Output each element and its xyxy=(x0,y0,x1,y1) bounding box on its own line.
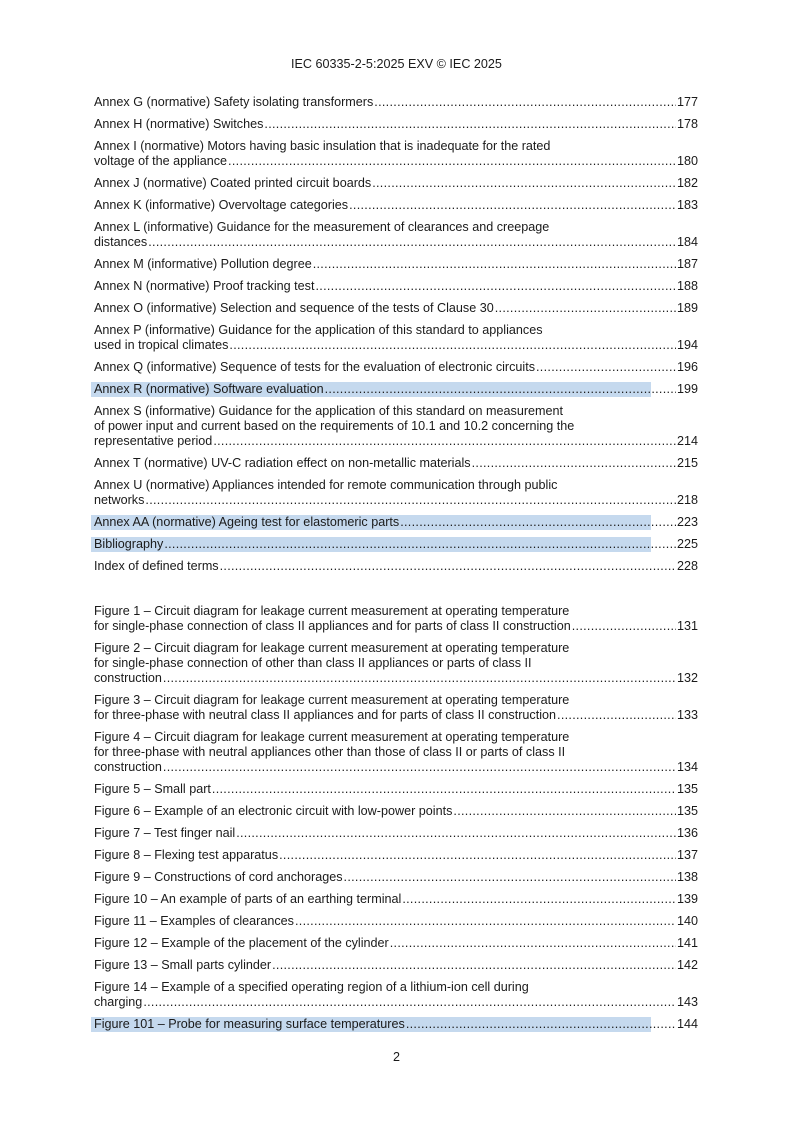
toc-entry-page-number: 182 xyxy=(676,176,698,190)
toc-entry-text-line: for three-phase with neutral appliances other than those of class II or parts of class II xyxy=(94,745,566,759)
toc-entry-last-line xyxy=(94,559,698,574)
toc-figure-entry[interactable] xyxy=(94,870,698,885)
toc-entry-title: Annex T (normative) UV-C radiation effect on non-metallic materials xyxy=(94,456,471,470)
toc-entry-text-line: Annex P (informative) Guidance for the application of this standard to appliances xyxy=(94,323,543,337)
toc-entry-title: Bibliography xyxy=(94,537,164,551)
toc-figure-entry[interactable] xyxy=(94,892,698,907)
toc-entry-title: Figure 11 – Examples of clearances xyxy=(94,914,294,928)
toc-entry-title: construction xyxy=(94,671,162,685)
toc-entry-page-number: 178 xyxy=(676,117,698,131)
toc-entry-last-line xyxy=(94,995,698,1010)
dot-leader xyxy=(390,936,676,951)
toc-entry-last-line xyxy=(94,515,698,530)
toc-entry-text-line: Figure 2 – Circuit diagram for leakage current measurement at operating temperature xyxy=(94,641,570,655)
page-number: 2 xyxy=(392,1050,400,1064)
toc-entry-last-line xyxy=(94,338,698,353)
dot-leader xyxy=(344,870,676,885)
toc-entry-page-number: 225 xyxy=(676,537,698,551)
toc-entry-title: Annex O (informative) Selection and sequence of the tests of Clause 30 xyxy=(94,301,494,315)
toc-annexes-list xyxy=(94,95,698,581)
toc-entry-page-number: 180 xyxy=(676,154,698,168)
toc-entry-title: Annex K (informative) Overvoltage categories xyxy=(94,198,349,212)
dot-leader xyxy=(145,493,676,508)
dot-leader xyxy=(295,914,676,929)
toc-entry-page-number: 194 xyxy=(676,338,698,352)
toc-entry-title: Figure 12 – Example of the placement of the cylinder xyxy=(94,936,389,950)
toc-annex-entry[interactable] xyxy=(94,95,698,110)
toc-entry-page-number: 223 xyxy=(676,515,698,529)
toc-entry-page-number: 135 xyxy=(676,782,698,796)
toc-figure-entry[interactable] xyxy=(94,958,698,973)
toc-entry-title: Figure 7 – Test finger nail xyxy=(94,826,236,840)
toc-entry-title: representative period xyxy=(94,434,213,448)
toc-figure-entry[interactable] xyxy=(94,804,698,819)
dot-leader xyxy=(402,892,676,907)
toc-figure-entry[interactable] xyxy=(94,693,698,723)
toc-entry-page-number: 140 xyxy=(676,914,698,928)
toc-entry-page-number: 136 xyxy=(676,826,698,840)
toc-entry-title: Annex Q (informative) Sequence of tests for the evaluation of electronic circuits xyxy=(94,360,535,374)
toc-entry-text-line: of power input and current based on the requirements of 10.1 and 10.2 concerning the xyxy=(94,419,575,433)
toc-entry-page-number: 199 xyxy=(676,382,698,396)
toc-entry-text-line: Annex L (informative) Guidance for the measurement of clearances and creepage xyxy=(94,220,550,234)
toc-entry-title: Annex M (informative) Pollution degree xyxy=(94,257,312,271)
toc-entry-last-line xyxy=(94,1017,698,1032)
toc-entry-title: for three-phase with neutral class II appliances and for parts of class II construction xyxy=(94,708,557,722)
toc-entry-page-number: 189 xyxy=(676,301,698,315)
toc-annex-entry[interactable] xyxy=(94,257,698,272)
toc-entry-title: Figure 101 – Probe for measuring surface temperatures xyxy=(94,1017,405,1031)
dot-leader xyxy=(349,198,676,213)
toc-figures-list xyxy=(94,604,698,1039)
toc-annex-entry[interactable] xyxy=(94,301,698,316)
dot-leader xyxy=(406,1017,676,1032)
toc-entry-title: for single-phase connection of class II appliances and for parts of class II construction xyxy=(94,619,571,633)
toc-entry-last-line xyxy=(94,958,698,973)
dot-leader xyxy=(453,804,676,819)
toc-entry-last-line xyxy=(94,434,698,449)
toc-entry-last-line xyxy=(94,235,698,250)
toc-figure-entry[interactable] xyxy=(94,604,698,634)
toc-entry-title: distances xyxy=(94,235,148,249)
toc-entry-last-line xyxy=(94,671,698,686)
dot-leader xyxy=(372,176,676,191)
toc-entry-last-line xyxy=(94,456,698,471)
toc-entry-last-line xyxy=(94,176,698,191)
toc-entry-last-line xyxy=(94,708,698,723)
toc-entry-title: Figure 9 – Constructions of cord anchorages xyxy=(94,870,343,884)
toc-entry-text-line: Annex I (normative) Motors having basic insulation that is inadequate for the rated xyxy=(94,139,551,153)
toc-entry-page-number: 139 xyxy=(676,892,698,906)
dot-leader xyxy=(220,559,676,574)
toc-entry-page-number: 137 xyxy=(676,848,698,862)
toc-annex-entry[interactable] xyxy=(94,139,698,169)
toc-entry-last-line xyxy=(94,848,698,863)
toc-entry-last-line xyxy=(94,826,698,841)
dot-leader xyxy=(163,760,676,775)
toc-annex-entry[interactable] xyxy=(94,478,698,508)
toc-entry-title: Annex N (normative) Proof tracking test xyxy=(94,279,315,293)
toc-entry-page-number: 184 xyxy=(676,235,698,249)
dot-leader xyxy=(213,434,676,449)
toc-entry-page-number: 196 xyxy=(676,360,698,374)
toc-entry-title: construction xyxy=(94,760,162,774)
toc-entry-page-number: 177 xyxy=(676,95,698,109)
toc-entry-title: Annex J (normative) Coated printed circuit boards xyxy=(94,176,372,190)
toc-figure-entry[interactable] xyxy=(91,1017,698,1032)
toc-entry-page-number: 214 xyxy=(676,434,698,448)
toc-figure-entry[interactable] xyxy=(94,826,698,841)
dot-leader xyxy=(400,515,676,530)
toc-entry-title: used in tropical climates xyxy=(94,338,229,352)
dot-leader xyxy=(272,958,676,973)
dot-leader xyxy=(536,360,676,375)
toc-entry-title: Annex R (normative) Software evaluation xyxy=(94,382,324,396)
toc-entry-title: Annex AA (normative) Ageing test for elastomeric parts xyxy=(94,515,400,529)
toc-entry-page-number: 141 xyxy=(676,936,698,950)
dot-leader xyxy=(572,619,676,634)
toc-entry-text-line: Figure 3 – Circuit diagram for leakage current measurement at operating temperature xyxy=(94,693,570,707)
toc-entry-last-line xyxy=(94,870,698,885)
toc-annex-entry[interactable] xyxy=(91,382,698,397)
toc-annex-entry[interactable] xyxy=(94,176,698,191)
toc-annex-entry[interactable] xyxy=(94,456,698,471)
dot-leader xyxy=(163,671,676,686)
toc-entry-last-line xyxy=(94,301,698,316)
toc-annex-entry[interactable] xyxy=(94,360,698,375)
dot-leader xyxy=(313,257,676,272)
toc-figure-entry[interactable] xyxy=(94,730,698,775)
toc-entry-title: Index of defined terms xyxy=(94,559,219,573)
toc-annex-entry[interactable] xyxy=(91,537,698,552)
toc-entry-text-line: for single-phase connection of other than class II appliances or parts of class II xyxy=(94,656,532,670)
toc-entry-page-number: 138 xyxy=(676,870,698,884)
toc-entry-page-number: 134 xyxy=(676,760,698,774)
dot-leader xyxy=(374,95,676,110)
toc-entry-last-line xyxy=(94,257,698,272)
dot-leader xyxy=(228,154,676,169)
toc-entry-page-number: 215 xyxy=(676,456,698,470)
toc-entry-last-line xyxy=(94,95,698,110)
toc-entry-title: Figure 5 – Small part xyxy=(94,782,211,796)
toc-entry-last-line xyxy=(94,804,698,819)
dot-leader xyxy=(148,235,676,250)
toc-annex-entry[interactable] xyxy=(94,117,698,132)
dot-leader xyxy=(212,782,676,797)
toc-entry-text-line: Figure 1 – Circuit diagram for leakage current measurement at operating temperature xyxy=(94,604,570,618)
toc-entry-page-number: 144 xyxy=(676,1017,698,1031)
toc-entry-page-number: 132 xyxy=(676,671,698,685)
toc-entry-title: Annex H (normative) Switches xyxy=(94,117,264,131)
dot-leader xyxy=(143,995,676,1010)
toc-entry-last-line xyxy=(94,892,698,907)
toc-annex-entry[interactable] xyxy=(94,323,698,353)
toc-entry-last-line xyxy=(94,619,698,634)
toc-entry-title: Figure 8 – Flexing test apparatus xyxy=(94,848,279,862)
dot-leader xyxy=(472,456,676,471)
toc-entry-last-line xyxy=(94,382,698,397)
toc-entry-page-number: 218 xyxy=(676,493,698,507)
toc-entry-title: Figure 6 – Example of an electronic circuit with low-power points xyxy=(94,804,453,818)
toc-entry-last-line xyxy=(94,936,698,951)
toc-entry-page-number: 131 xyxy=(676,619,698,633)
toc-entry-page-number: 183 xyxy=(676,198,698,212)
toc-entry-title: charging xyxy=(94,995,143,1009)
dot-leader xyxy=(236,826,676,841)
toc-entry-text-line: Annex U (normative) Appliances intended for remote communication through public xyxy=(94,478,558,492)
toc-entry-text-line: Figure 14 – Example of a specified operating region of a lithium-ion cell during xyxy=(94,980,529,994)
toc-annex-entry[interactable] xyxy=(94,279,698,294)
toc-entry-text-line: Figure 4 – Circuit diagram for leakage current measurement at operating temperature xyxy=(94,730,570,744)
toc-annex-entry[interactable] xyxy=(94,220,698,250)
toc-entry-page-number: 143 xyxy=(676,995,698,1009)
dot-leader xyxy=(315,279,676,294)
dot-leader xyxy=(325,382,676,397)
toc-entry-last-line xyxy=(94,914,698,929)
toc-annex-entry[interactable] xyxy=(94,404,698,449)
toc-entry-page-number: 188 xyxy=(676,279,698,293)
toc-entry-page-number: 187 xyxy=(676,257,698,271)
toc-entry-last-line xyxy=(94,117,698,132)
toc-entry-page-number: 142 xyxy=(676,958,698,972)
dot-leader xyxy=(557,708,676,723)
toc-figure-entry[interactable] xyxy=(94,914,698,929)
toc-entry-title: Figure 13 – Small parts cylinder xyxy=(94,958,272,972)
toc-entry-last-line xyxy=(94,154,698,169)
dot-leader xyxy=(229,338,676,353)
toc-annex-entry[interactable] xyxy=(94,198,698,213)
toc-figure-entry[interactable] xyxy=(94,980,698,1010)
toc-annex-entry[interactable] xyxy=(94,559,698,574)
toc-entry-page-number: 133 xyxy=(676,708,698,722)
toc-entry-last-line xyxy=(94,782,698,797)
toc-entry-page-number: 135 xyxy=(676,804,698,818)
page-header: IEC 60335-2-5:2025 EXV © IEC 2025 xyxy=(291,57,502,71)
toc-entry-last-line xyxy=(94,198,698,213)
dot-leader xyxy=(164,537,676,552)
toc-entry-last-line xyxy=(94,360,698,375)
toc-entry-text-line: Annex S (informative) Guidance for the application of this standard on measurement xyxy=(94,404,564,418)
toc-entry-last-line xyxy=(94,279,698,294)
toc-entry-last-line xyxy=(94,537,698,552)
dot-leader xyxy=(279,848,676,863)
dot-leader xyxy=(495,301,676,316)
toc-entry-title: networks xyxy=(94,493,145,507)
toc-entry-title: Figure 10 – An example of parts of an earthing terminal xyxy=(94,892,402,906)
dot-leader xyxy=(264,117,676,132)
toc-entry-page-number: 228 xyxy=(676,559,698,573)
toc-figure-entry[interactable] xyxy=(94,782,698,797)
toc-entry-title: voltage of the appliance xyxy=(94,154,228,168)
toc-figure-entry[interactable] xyxy=(94,936,698,951)
toc-entry-title: Annex G (normative) Safety isolating transformers xyxy=(94,95,374,109)
toc-annex-entry[interactable] xyxy=(91,515,698,530)
toc-entry-last-line xyxy=(94,760,698,775)
toc-entry-last-line xyxy=(94,493,698,508)
toc-figure-entry[interactable] xyxy=(94,848,698,863)
toc-figure-entry[interactable] xyxy=(94,641,698,686)
